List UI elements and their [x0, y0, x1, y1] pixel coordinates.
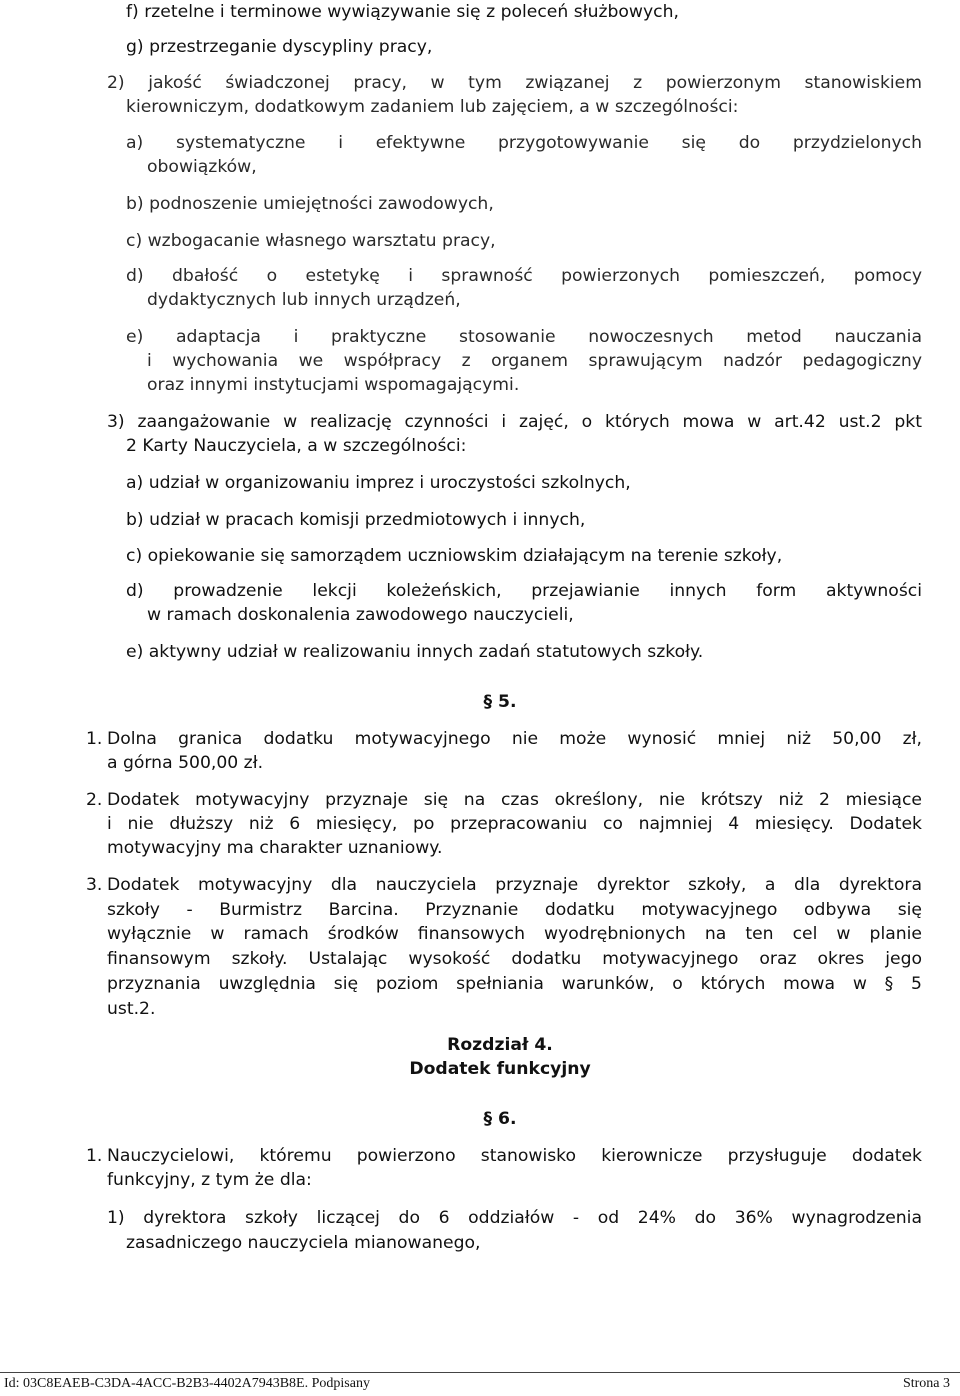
- point-3-line2: 2 Karty Nauczyciela, a w szczególności:: [126, 436, 467, 456]
- s5-item3-line5: przyznania uwzględnia się poziom spełniania warunków, o których mowa w § 5: [107, 974, 922, 994]
- chapter-subtitle: Dodatek funkcyjny: [409, 1059, 591, 1079]
- item-e2: e) aktywny udział w realizowaniu innych zadań statutowych szkoły.: [126, 642, 704, 662]
- s6-sub1-line1: 1) dyrektora szkoły liczącej do 6 oddziałów - od 24% do 36% wynagrodzenia: [107, 1208, 922, 1228]
- point-3-line1: 3) zaangażowanie w realizację czynności i zajęć, o których mowa w art.42 ust.2 pkt: [107, 412, 922, 432]
- s6-item1-line2: funkcyjny, z tym że dla:: [107, 1170, 312, 1190]
- s5-item3-line1: Dodatek motywacyjny dla nauczyciela przyznaje dyrektor szkoły, a dla dyrektora: [107, 875, 922, 895]
- section-5-heading: § 5.: [483, 692, 517, 712]
- item-d1-line2: dydaktycznych lub innych urządzeń,: [147, 290, 461, 310]
- s5-item3-line6: ust.2.: [107, 999, 156, 1019]
- item-b2: b) udział w pracach komisji przedmiotowych i innych,: [126, 510, 586, 530]
- item-g: g) przestrzeganie dyscypliny pracy,: [126, 37, 433, 57]
- footer-page-number: Strona 3: [902, 1376, 950, 1391]
- item-d1-line1: d) dbałość o estetykę i sprawność powierzonych pomieszczeń, pomocy: [126, 266, 922, 286]
- item-e1-line1: e) adaptacja i praktyczne stosowanie nowoczesnych metod nauczania: [126, 327, 922, 347]
- chapter-title: Rozdział 4.: [447, 1035, 553, 1055]
- s5-item1-number: 1.: [86, 729, 103, 749]
- s5-item1-line2: a górna 500,00 zł.: [107, 753, 264, 773]
- s5-item3-line3: wyłącznie w ramach środków finansowych wyodrębnionych na ten cel w planie: [107, 924, 922, 944]
- s5-item2-line2: i nie dłuższy niż 6 miesięcy, po przepracowaniu co najmniej 4 miesięcy. Dodatek: [107, 814, 922, 834]
- section-6-heading: § 6.: [483, 1109, 517, 1129]
- footer-divider: [0, 1372, 960, 1373]
- item-d2-line2: w ramach doskonalenia zawodowego nauczycieli,: [147, 605, 574, 625]
- s5-item1-line1: Dolna granica dodatku motywacyjnego nie może wynosić mniej niż 50,00 zł,: [107, 729, 922, 749]
- s5-item2-line1: Dodatek motywacyjny przyznaje się na czas określony, nie krótszy niż 2 miesiące: [107, 790, 922, 810]
- s5-item3-line2: szkoły - Burmistrz Barcina. Przyznanie dodatku motywacyjnego odbywa się: [107, 900, 922, 920]
- s6-sub1-line2: zasadniczego nauczyciela mianowanego,: [126, 1233, 481, 1253]
- s5-item2-number: 2.: [86, 790, 103, 810]
- s6-item1-number: 1.: [86, 1146, 103, 1166]
- item-b1: b) podnoszenie umiejętności zawodowych,: [126, 194, 494, 214]
- item-e1-line3: oraz innymi instytucjami wspomagającymi.: [147, 375, 520, 395]
- item-a1-line1: a) systematyczne i efektywne przygotowywanie się do przydzielonych: [126, 133, 922, 153]
- item-a2: a) udział w organizowaniu imprez i uroczystości szkolnych,: [126, 473, 631, 493]
- s5-item2-line3: motywacyjny ma charakter uznaniowy.: [107, 838, 443, 858]
- s5-item3-number: 3.: [86, 875, 103, 895]
- item-d2-line1: d) prowadzenie lekcji koleżeńskich, przejawianie innych form aktywności: [126, 581, 922, 601]
- item-f: f) rzetelne i terminowe wywiązywanie się z poleceń służbowych,: [126, 2, 679, 22]
- item-a1-line2: obowiązków,: [147, 157, 257, 177]
- point-2-line1: 2) jakość świadczonej pracy, w tym związanej z powierzonym stanowiskiem: [107, 73, 922, 93]
- point-2-line2: kierowniczym, dodatkowym zadaniem lub zajęciem, a w szczególności:: [126, 97, 739, 117]
- item-e1-line2: i wychowania we współpracy z organem sprawującym nadzór pedagogiczny: [147, 351, 922, 371]
- item-c2: c) opiekowanie się samorządem uczniowskim działającym na terenie szkoły,: [126, 546, 783, 566]
- item-c1: c) wzbogacanie własnego warsztatu pracy,: [126, 231, 496, 251]
- footer-document-id: Id: 03C8EAEB-C3DA-4ACC-B2B3-4402A7943B8E. Podpisany: [4, 1376, 370, 1391]
- s5-item3-line4: finansowym szkoły. Ustalając wysokość dodatku motywacyjnego oraz okres jego: [107, 949, 922, 969]
- s6-item1-line1: Nauczycielowi, któremu powierzono stanowisko kierownicze przysługuje dodatek: [107, 1146, 922, 1166]
